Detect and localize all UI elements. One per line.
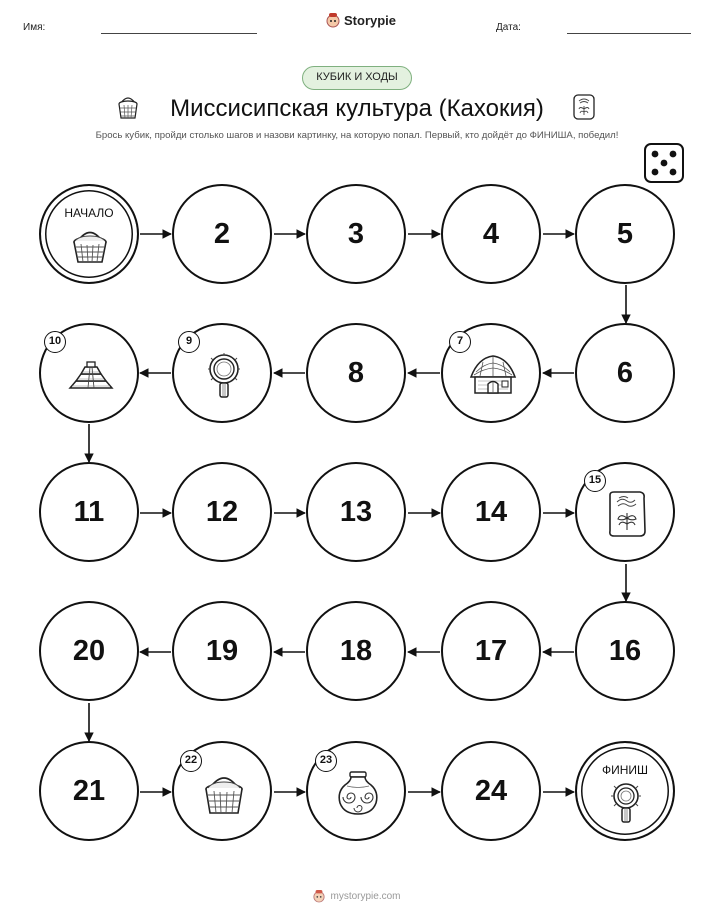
cell-number: 2	[213, 217, 231, 250]
board-cell[interactable]	[575, 184, 675, 284]
cell-number: 24	[474, 774, 508, 807]
brand-name: Storypie	[344, 12, 397, 28]
cell-number: 5	[616, 217, 634, 250]
cell-number: 12	[205, 495, 239, 528]
footer-url[interactable]: mystorypie.com	[330, 890, 401, 902]
board-cell[interactable]	[306, 601, 406, 701]
cell-number: 17	[474, 634, 508, 667]
mirror-icon	[199, 350, 249, 400]
board-cell[interactable]	[306, 323, 406, 423]
board-cell[interactable]	[172, 184, 272, 284]
board-cell[interactable]	[575, 323, 675, 423]
cell-number-badge: 9	[178, 331, 200, 353]
cell-number: 6	[616, 356, 634, 389]
board-cell[interactable]	[441, 462, 541, 562]
woven-basket-icon	[69, 224, 111, 266]
cell-number: 21	[72, 774, 106, 807]
cell-number: 14	[474, 495, 508, 528]
spiral-clay-pot-icon	[333, 768, 383, 818]
board-cell[interactable]	[172, 462, 272, 562]
start-cell[interactable]	[39, 184, 139, 284]
woven-basket-icon	[199, 768, 249, 818]
board-cell[interactable]	[39, 462, 139, 562]
cell-number: 3	[347, 217, 365, 250]
footer	[0, 889, 714, 903]
instructions-text: Брось кубик, пройди столько шагов и назови картинку, на которую попал. Первый, кто дойдёт до ФИНИША, победил!	[95, 130, 619, 141]
thatched-hut-icon	[468, 350, 518, 400]
board-cell[interactable]	[306, 462, 406, 562]
stepped-pyramid-mound-icon	[66, 350, 116, 400]
cell-number: 4	[482, 217, 500, 250]
cell-number: 19	[205, 634, 239, 667]
finish-cell[interactable]	[575, 741, 675, 841]
cell-number-badge: 10	[44, 331, 66, 353]
activity-tag: КУБИК И ХОДЫ	[302, 66, 412, 90]
name-label: Имя:	[23, 22, 46, 33]
engraved-stone-tablet-icon	[602, 489, 652, 539]
cell-number: 18	[339, 634, 373, 667]
date-label: Дата:	[496, 22, 521, 33]
cell-number: 8	[347, 356, 365, 389]
cell-number: 11	[73, 495, 105, 528]
board-cell[interactable]	[441, 601, 541, 701]
cell-number-badge: 7	[449, 331, 471, 353]
cell-number: 20	[72, 634, 106, 667]
cell-number-badge: 23	[315, 750, 337, 772]
cell-number: 16	[608, 634, 642, 667]
cell-number-badge: 22	[180, 750, 202, 772]
board-cell[interactable]	[39, 601, 139, 701]
finish-label: ФИНИШ	[601, 763, 649, 777]
board-cell[interactable]	[172, 601, 272, 701]
board-cell[interactable]	[306, 184, 406, 284]
board-cell[interactable]	[441, 184, 541, 284]
cell-number: 13	[339, 495, 373, 528]
page-title: Миссисипская культура (Кахокия)	[170, 95, 544, 122]
mirror-icon	[605, 781, 647, 827]
board-cell[interactable]	[575, 601, 675, 701]
start-label: НАЧАЛО	[64, 206, 114, 220]
cell-number-badge: 15	[584, 470, 606, 492]
board-cell[interactable]	[441, 741, 541, 841]
storypie-mascot-icon	[313, 889, 325, 903]
board-cell[interactable]	[39, 741, 139, 841]
